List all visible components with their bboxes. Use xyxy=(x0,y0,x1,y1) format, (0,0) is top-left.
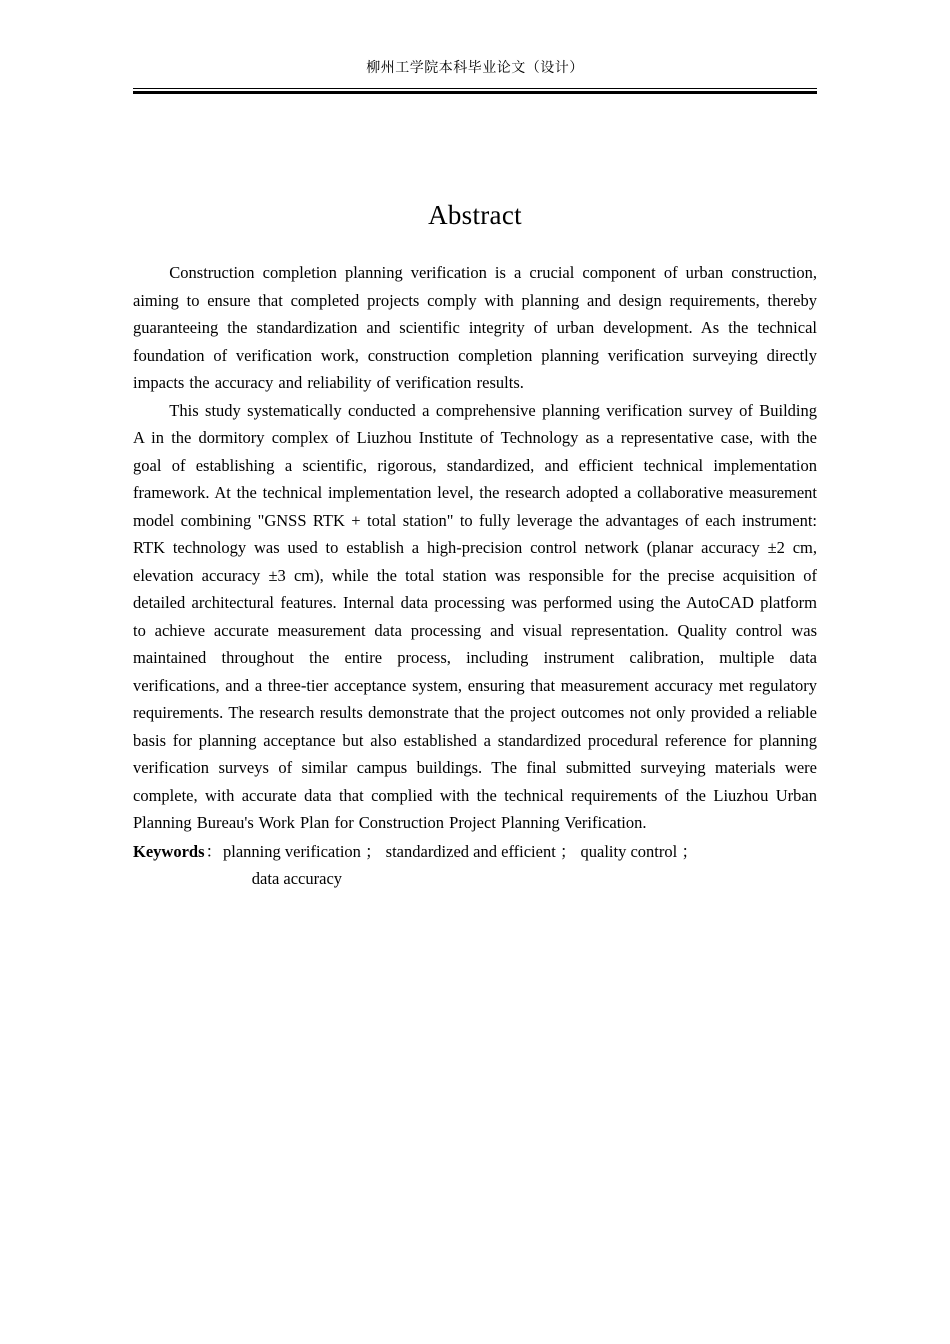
keywords-values-line-two: data accuracy xyxy=(251,869,343,888)
page-title: Abstract xyxy=(428,200,522,230)
keywords-label: Keywords xyxy=(133,841,205,861)
keywords-block xyxy=(133,838,817,893)
keywords-label-separator: ： xyxy=(205,841,222,861)
keywords-values-line-one: planning verification ； standardized and efficient ； quality control ； xyxy=(223,841,698,861)
header-divider-thick xyxy=(133,91,817,94)
abstract-paragraph-1: Construction completion planning verification is a crucial component of urban construction, aiming to ensure that completed projects comply with planning and design requirements, thereby guaranteeing the standardization and scientific integrity of urban development. As the technical foundation of verification work, construction completion planning verification surveying directly impacts the accuracy and reliability of verification results. xyxy=(133,263,817,392)
abstract-paragraph-2: This study systematically conducted a comprehensive planning verification survey of Building A in the dormitory complex of Liuzhou Institute of Technology as a representative case, with the goal of establishing a scientific, rigorous, standardized, and efficient technical implementation framework. At the technical implementation level, the research adopted a collaborative measurement model combining "GNSS RTK + total station" to fully leverage the advantages of each instrument: RTK technology was used to establish a high-precision control network (planar accuracy ±2 cm, elevation accuracy ±3 cm), while the total station was responsible for the precise acquisition of detailed architectural features. Internal data processing was performed using the AutoCAD platform to achieve accurate measurement data processing and visual representation. Quality control was maintained throughout the entire process, including instrument calibration, multiple data verifications, and a three-tier acceptance system, ensuring that measurement accuracy met regulatory requirements. The research results demonstrate that the project outcomes not only provided a reliable basis for planning acceptance but also established a standardized procedural reference for planning verification surveys of similar campus buildings. The final submitted surveying materials were complete, with accurate data that complied with the technical requirements of the Liuzhou Urban Planning Bureau's Work Plan for Construction Project Planning Verification. xyxy=(133,400,817,832)
keywords-line-one xyxy=(133,838,817,866)
page-header: 柳州工学院本科毕业论文（设计） xyxy=(366,60,584,76)
header-divider-thin xyxy=(133,88,817,89)
document-content xyxy=(133,200,817,893)
